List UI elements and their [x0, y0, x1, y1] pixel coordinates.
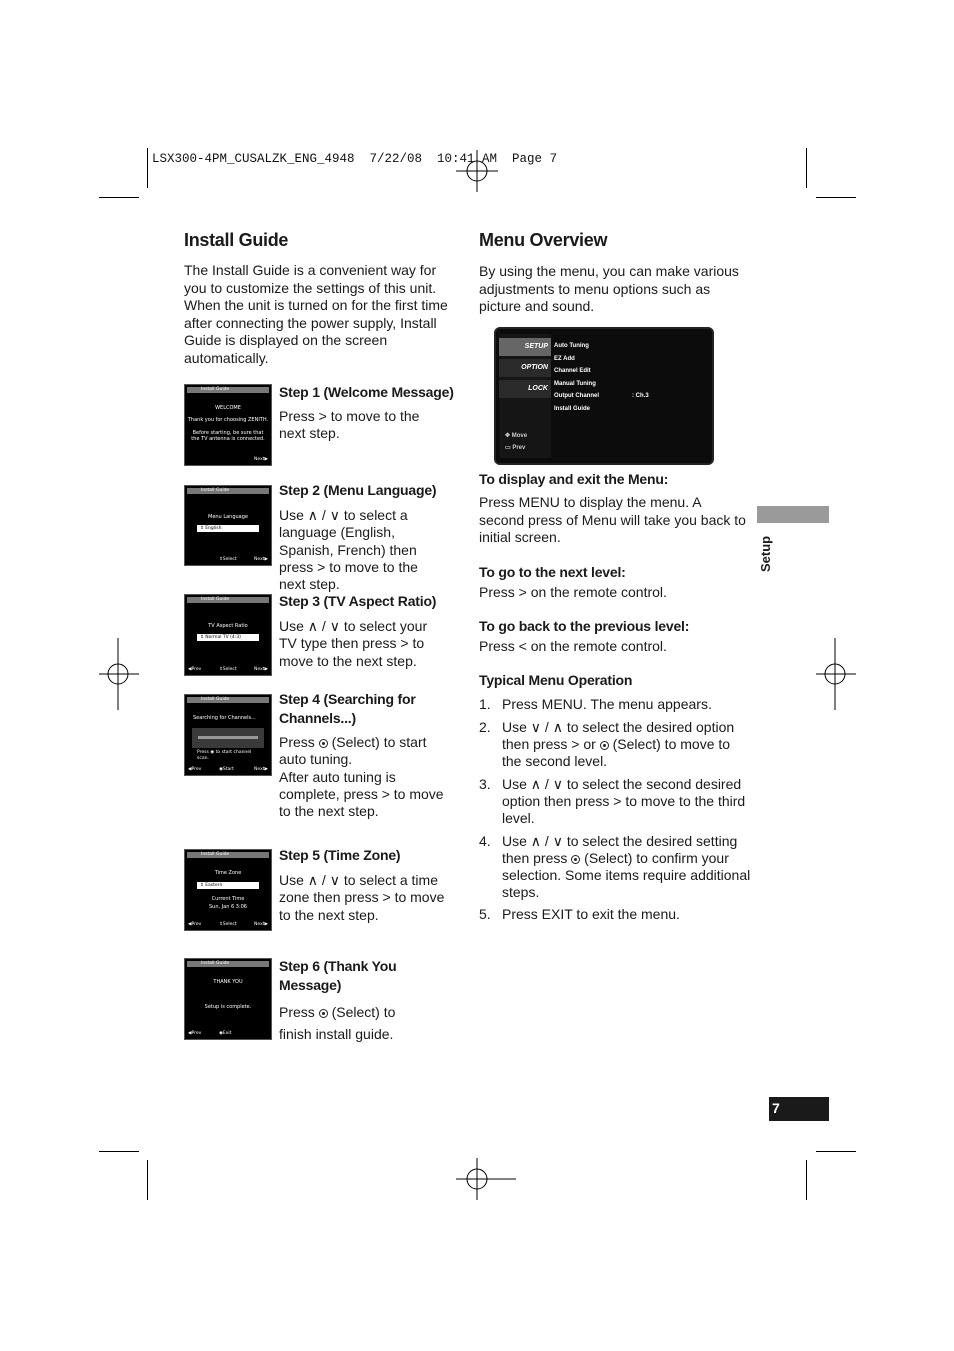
- step-2-heading: Step 2 (Menu Language): [279, 482, 437, 498]
- screen-text: Before starting, be sure that: [192, 430, 264, 436]
- screen-bar: Install Guide: [187, 597, 269, 603]
- screen-select: ⇕Select: [219, 922, 237, 927]
- op-number: 5.: [479, 906, 491, 922]
- screen-text: Thank you for choosing ZENITH.: [187, 417, 269, 423]
- install-guide-title: Install Guide: [184, 230, 289, 250]
- screen-time-zone: [184, 849, 272, 931]
- aspect-field: ⇕ Normal TV (4:3): [197, 634, 259, 641]
- screen-next: Next▶: [254, 457, 268, 462]
- back-level-heading: To go back to the previous level:: [479, 618, 690, 634]
- screen-bar: Install Guide: [187, 852, 269, 858]
- select-button-icon: [600, 741, 609, 750]
- screen-bar: Install Guide: [187, 488, 269, 494]
- current-time-value: Sun, Jan 6 3:06: [209, 904, 247, 910]
- registration-mark: [99, 638, 139, 710]
- step-3-heading: Step 3 (TV Aspect Ratio): [279, 593, 437, 609]
- step-4-body: [279, 734, 447, 820]
- screen-thank-you: [184, 958, 272, 1040]
- registration-mark: [456, 1158, 516, 1200]
- progress-panel: [192, 728, 264, 748]
- progress-bar: [198, 736, 258, 739]
- overview-intro: By using the menu, you can make various adjustments to menu options such as picture and sound.: [479, 263, 739, 314]
- screen-select: ⇕Select: [219, 557, 237, 562]
- output-channel-value: : Ch.3: [632, 393, 649, 399]
- screen-title: WELCOME: [215, 405, 241, 411]
- screen-prev: ◀Prev: [188, 922, 202, 927]
- step-6-press: Press: [279, 1004, 315, 1020]
- menu-item-auto-tuning: Auto Tuning: [554, 343, 589, 349]
- screen-title: THANK YOU: [213, 979, 243, 985]
- op-3-text: Use ∧ / ∨ to select the second desired option then press > to move to the third level.: [502, 776, 746, 826]
- current-time-label: Current Time: [211, 896, 245, 902]
- screen-next: Next▶: [254, 557, 268, 562]
- screen-bar: Install Guide: [187, 961, 269, 967]
- step-6-finish: finish install guide.: [279, 1026, 394, 1042]
- menu-overview-title: Menu Overview: [479, 230, 608, 250]
- screen-title: Time Zone: [214, 870, 242, 876]
- op-2-text: [502, 719, 752, 770]
- op-number: 2.: [479, 719, 491, 735]
- tab-setup: SETUP: [499, 338, 551, 356]
- tab-option: OPTION: [499, 359, 551, 377]
- move-hint: ✥ Move: [505, 433, 528, 439]
- registration-mark: [816, 638, 856, 710]
- step-6-heading: Step 6 (Thank You Message): [279, 958, 397, 993]
- screen-menu-language: [184, 485, 272, 566]
- op-4-b: (Select) to confirm your selection. Some items require additional steps.: [502, 850, 751, 900]
- op-4-a: Use ∧ / ∨ to select the desired setting then press: [502, 833, 738, 866]
- screen-title: Menu Language: [208, 514, 248, 520]
- crop-mark: [99, 197, 139, 198]
- screen-next: Next▶: [254, 922, 268, 927]
- screen-select: ⇕Select: [219, 667, 237, 672]
- step-6-body: [279, 1001, 447, 1045]
- screen-title: TV Aspect Ratio: [208, 623, 248, 629]
- screen-bar: Install Guide: [187, 387, 269, 393]
- menu-item-manual-tuning: Manual Tuning: [554, 381, 596, 387]
- install-intro: The Install Guide is a convenient way for you to customize the settings of this unit. When the unit is turned on for the first time after connecting the power supply, Install Guide is displayed on the screen automatically.: [184, 262, 448, 366]
- crop-mark: [806, 1160, 807, 1200]
- menu-side: [499, 334, 551, 458]
- crop-mark: [147, 1160, 148, 1200]
- next-level-body: Press > on the remote control.: [479, 584, 667, 600]
- screen-text: the TV antenna is connected.: [191, 436, 265, 442]
- step-3-body: Use ∧ / ∨ to select your TV type then press > to move to the next step.: [279, 618, 428, 669]
- select-button-icon: [319, 739, 328, 748]
- step-4-press: Press: [279, 734, 315, 750]
- step-4-after: After auto tuning is complete, press > to move to the next step.: [279, 768, 444, 820]
- screen-prev: ◀Prev: [188, 667, 202, 672]
- step-1-heading: Step 1 (Welcome Message): [279, 384, 454, 400]
- screen-exit: ◉Exit: [219, 1031, 232, 1036]
- crop-mark: [816, 1151, 856, 1152]
- op-5-text: Press EXIT to exit the menu.: [502, 906, 680, 922]
- op-4-text: [502, 833, 752, 901]
- screen-prev: ◀Prev: [188, 767, 202, 772]
- display-heading: To display and exit the Menu:: [479, 471, 669, 487]
- op-2-a: Use ∨ / ∧ to select the desired option then press > or: [502, 719, 735, 752]
- typical-heading: Typical Menu Operation: [479, 672, 633, 688]
- op-1-text: Press MENU. The menu appears.: [502, 696, 712, 712]
- screen-welcome: [184, 384, 272, 466]
- screen-searching: [184, 694, 272, 776]
- timezone-field: ⇕ Eastern: [197, 882, 259, 889]
- display-body: Press MENU to display the menu. A second press of Menu will take you back to initial screen.: [479, 494, 746, 545]
- crop-mark: [147, 148, 148, 188]
- menu-item-channel-edit: Channel Edit: [554, 368, 591, 374]
- section-tab: [757, 506, 829, 523]
- prev-label: Prev: [512, 445, 526, 451]
- step-6-select: (Select) to: [331, 1004, 396, 1020]
- menu-screenshot: [494, 327, 714, 465]
- section-label: Setup: [758, 535, 773, 572]
- screen-text: scan.: [197, 756, 209, 761]
- screen-next: Next▶: [254, 767, 268, 772]
- op-number: 1.: [479, 696, 491, 712]
- screen-text: Setup is complete.: [204, 1004, 252, 1010]
- screen-aspect-ratio: [184, 594, 272, 676]
- select-button-icon: [571, 855, 580, 864]
- back-level-body: Press < on the remote control.: [479, 638, 667, 654]
- menu-item-output-channel: Output Channel: [554, 393, 599, 399]
- step-5-heading: Step 5 (Time Zone): [279, 847, 401, 863]
- step-5-body: Use ∧ / ∨ to select a time zone then press > to move to the next step.: [279, 872, 445, 923]
- language-field: ⇕ English: [197, 525, 259, 532]
- prev-hint: ▭ Prev: [505, 445, 526, 451]
- crop-mark: [99, 1151, 139, 1152]
- step-1-body: Press > to move to the next step.: [279, 408, 420, 442]
- screen-bar: Install Guide: [187, 697, 269, 703]
- op-2-b: (Select) to move to the second level.: [502, 736, 731, 769]
- step-4-heading: Step 4 (Searching for Channels...): [279, 691, 416, 726]
- move-label: Move: [511, 433, 528, 439]
- tab-lock: LOCK: [499, 380, 551, 398]
- op-number: 3.: [479, 776, 491, 792]
- op-number: 4.: [479, 833, 491, 849]
- crop-mark: [816, 197, 856, 198]
- menu-item-ez-add: EZ Add: [554, 356, 575, 362]
- next-level-heading: To go to the next level:: [479, 564, 626, 580]
- screen-title: Searching for Channels...: [193, 715, 256, 721]
- screen-text: Press ◉ to start channel: [197, 750, 252, 755]
- screen-prev: ◀Prev: [188, 1031, 202, 1036]
- select-button-icon: [319, 1009, 328, 1018]
- screen-start: ◉Start: [219, 767, 234, 772]
- step-2-body: Use ∧ / ∨ to select a language (English, Spanish, French) then press > to move to the next step.: [279, 507, 418, 593]
- crop-mark: [806, 148, 807, 188]
- menu-item-install-guide: Install Guide: [554, 406, 591, 412]
- screen-next: Next▶: [254, 667, 268, 672]
- page-number: 7: [769, 1097, 829, 1121]
- print-header: LSX300-4PM_CUSALZK_ENG_4948 7/22/08 10:41 AM Page 7: [152, 152, 558, 166]
- step-4-select: (Select) to start auto tuning.: [279, 734, 427, 768]
